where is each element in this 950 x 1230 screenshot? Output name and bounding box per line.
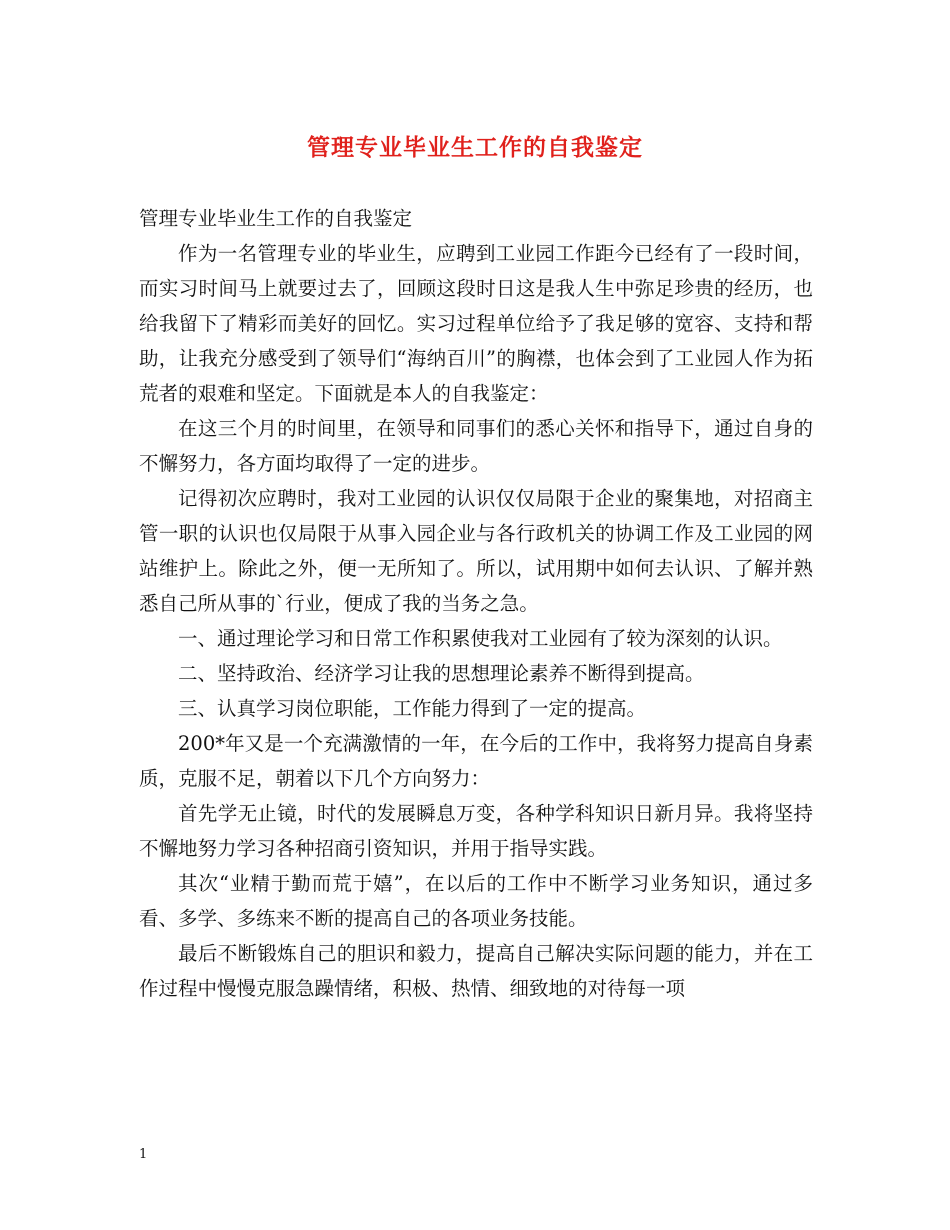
- page-number: 1: [139, 1147, 148, 1162]
- paragraph: 二、坚持政治、经济学习让我的思想理论素养不断得到提高。: [178, 662, 705, 685]
- paragraph: 记得初次应聘时，我对工业园的认识仅仅局限于企业的聚集地，对招商主管一职的认识也仅局限于从事入园企业与各行政机关的协调工作及工业园的网站维护上。除此之外，便一无所知了。所以，试用期中如何去认识、了解并熟悉自己所从事的`行业，便成了我的当务之急。: [139, 487, 813, 615]
- paragraph: 最后不断锻炼自己的胆识和毅力，提高自己解决实际问题的能力，并在工作过程中慢慢克服急躁情绪，积极、热情、细致地的对待每一项: [139, 942, 813, 1000]
- paragraph: 作为一名管理专业的毕业生，应聘到工业园工作距今已经有了一段时间，而实习时间马上就要过去了，回顾这段时日这是我人生中弥足珍贵的经历，也给我留下了精彩而美好的回忆。实习过程单位给予了我足够的宽容、支持和帮助，让我充分感受到了领导们“海纳百川”的胸襟，也体会到了工业园人作为拓荒者的艰难和坚定。下面就是本人的自我鉴定：: [139, 242, 813, 405]
- paragraph: 其次“业精于勤而荒于嬉”，在以后的工作中不断学习业务知识，通过多看、多学、多练来不断的提高自己的各项业务技能。: [139, 872, 813, 930]
- paragraph: 200*年又是一个充满激情的一年，在今后的工作中，我将努力提高自身素质，克服不足，朝着以下几个方向努力：: [139, 732, 813, 790]
- paragraph: 在这三个月的时间里，在领导和同事们的悉心关怀和指导下，通过自身的不懈努力，各方面均取得了一定的进步。: [139, 417, 813, 475]
- paragraph: 一、通过理论学习和日常工作积累使我对工业园有了较为深刻的认识。: [178, 627, 783, 650]
- paragraph: 首先学无止镜，时代的发展瞬息万变，各种学科知识日新月异。我将坚持不懈地努力学习各种招商引资知识，并用于指导实践。: [139, 802, 813, 860]
- paragraph: 三、认真学习岗位职能，工作能力得到了一定的提高。: [178, 697, 647, 720]
- document-subtitle: 管理专业毕业生工作的自我鉴定: [139, 207, 413, 230]
- document-body: [139, 201, 813, 1006]
- page-title: 管理专业毕业生工作的自我鉴定: [307, 134, 643, 161]
